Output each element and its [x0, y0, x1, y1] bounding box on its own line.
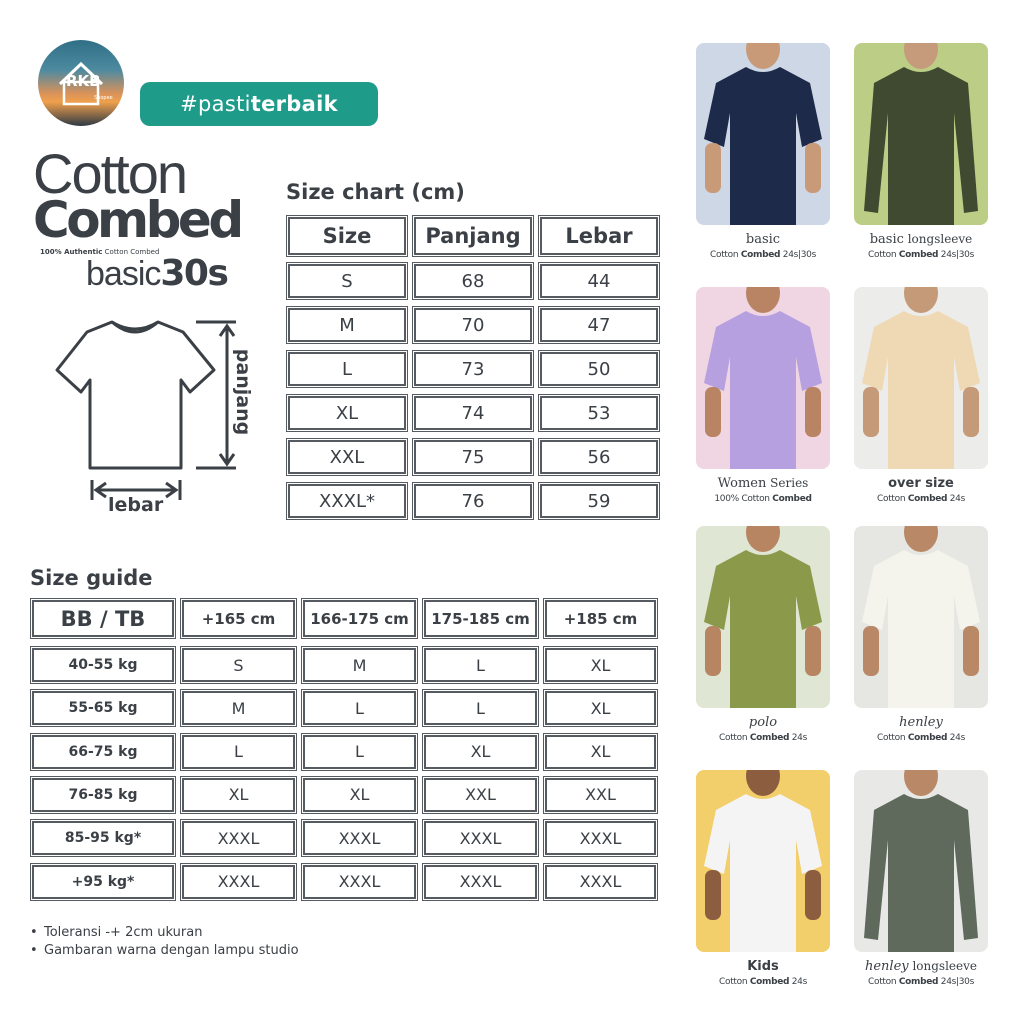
brand-variant-bold: 30s	[160, 253, 228, 294]
size-guide-cell: XXXL	[303, 821, 416, 855]
size-guide-cell: XL	[545, 691, 656, 725]
tshirt-model-icon	[854, 526, 988, 708]
product-name: basic	[745, 232, 781, 247]
size-guide-row-label: +95 kg*	[32, 865, 174, 899]
size-guide-cell: L	[303, 691, 416, 725]
product-photo	[696, 526, 830, 708]
size-chart-header: Panjang	[414, 217, 532, 255]
size-chart-cell: 76	[414, 484, 532, 518]
size-chart-cell: XXL	[288, 440, 406, 474]
size-guide-cell: L	[303, 735, 416, 769]
brand-variant	[86, 252, 227, 296]
logo-subtext: Shopee	[94, 95, 113, 101]
product-name: over size	[888, 476, 954, 491]
product-photo	[696, 770, 830, 952]
size-chart-cell: 75	[414, 440, 532, 474]
product-subtitle: Cotton Combed 24s|30s	[868, 977, 974, 987]
size-guide-header: +185 cm	[545, 600, 656, 637]
product-name: Women Series	[717, 476, 809, 491]
product-subtitle: Cotton Combed 24s	[719, 733, 807, 743]
height-label: panjang	[232, 348, 254, 436]
size-guide-cell: XL	[545, 648, 656, 682]
product-name: Kids	[747, 959, 779, 974]
size-chart-cell: XL	[288, 396, 406, 430]
product-subtitle: Cotton Combed 24s|30s	[868, 250, 974, 260]
size-chart-cell: S	[288, 264, 406, 298]
size-guide-cell: L	[424, 648, 537, 682]
tshirt-model-icon	[696, 526, 830, 708]
tshirt-model-icon	[854, 770, 988, 952]
size-guide-row-label: 85-95 kg*	[32, 821, 174, 855]
product-photo	[854, 287, 988, 469]
product-subtitle: Cotton Combed 24s	[877, 733, 965, 743]
size-guide-header: +165 cm	[182, 600, 295, 637]
size-chart-header: Size	[288, 217, 406, 255]
product-subtitle: 100% Cotton Combed	[714, 494, 812, 504]
logo-text: RKB	[66, 72, 101, 90]
brand-logo	[38, 40, 124, 126]
size-guide-cell: L	[182, 735, 295, 769]
size-chart-cell: 68	[414, 264, 532, 298]
size-chart-cell: 44	[540, 264, 658, 298]
hashtag-prefix: #pasti	[180, 92, 251, 116]
product-subtitle: Cotton Combed 24s|30s	[710, 250, 816, 260]
product-photo	[696, 287, 830, 469]
size-guide-cell: XXXL	[303, 865, 416, 899]
hashtag-badge	[140, 82, 378, 126]
size-guide-cell: XXXL	[545, 821, 656, 855]
tshirt-model-icon	[696, 43, 830, 225]
size-chart-cell: 53	[540, 396, 658, 430]
product-name: henley	[899, 715, 943, 730]
size-guide-cell: XXL	[545, 778, 656, 812]
size-guide-cell: XL	[182, 778, 295, 812]
product-name: henley longsleeve	[864, 959, 977, 974]
product-name: basic longsleeve	[869, 232, 973, 247]
size-guide-cell: XL	[424, 735, 537, 769]
note-item: • Gambaran warna dengan lampu studio	[30, 942, 299, 960]
size-guide-row-label: 76-85 kg	[32, 778, 174, 812]
brand-title-line1: Cotton	[33, 142, 186, 205]
tshirt-diagram-icon	[52, 312, 242, 502]
size-chart-cell: M	[288, 308, 406, 342]
size-guide-header: BB / TB	[32, 600, 174, 637]
size-guide-header: 175-185 cm	[424, 600, 537, 637]
size-chart-cell: 47	[540, 308, 658, 342]
size-chart-cell: L	[288, 352, 406, 386]
size-guide-cell: XL	[545, 735, 656, 769]
notes-list	[30, 924, 299, 960]
size-chart-cell: 70	[414, 308, 532, 342]
tshirt-model-icon	[696, 287, 830, 469]
size-chart-cell: 59	[540, 484, 658, 518]
size-chart-cell: XXXL*	[288, 484, 406, 518]
hashtag-bold: terbaik	[250, 92, 338, 116]
size-guide-cell: M	[182, 691, 295, 725]
size-guide-cell: M	[303, 648, 416, 682]
product-photo	[696, 43, 830, 225]
product-photo	[854, 526, 988, 708]
size-chart-header: Lebar	[540, 217, 658, 255]
size-chart-cell: 50	[540, 352, 658, 386]
brand-title-line2: Combed	[33, 191, 241, 249]
size-guide-cell: L	[424, 691, 537, 725]
product-photo	[854, 43, 988, 225]
size-guide-cell: XXXL	[182, 865, 295, 899]
size-guide-header: 166-175 cm	[303, 600, 416, 637]
size-chart-title: Size chart (cm)	[286, 180, 465, 204]
size-guide-cell: XXXL	[545, 865, 656, 899]
size-guide-row-label: 66-75 kg	[32, 735, 174, 769]
size-guide-row-label: 40-55 kg	[32, 648, 174, 682]
size-guide-cell: XXXL	[424, 865, 537, 899]
product-subtitle: Cotton Combed 24s	[719, 977, 807, 987]
size-chart-cell: 56	[540, 440, 658, 474]
tshirt-model-icon	[854, 287, 988, 469]
product-name: polo	[748, 715, 778, 730]
size-guide-title: Size guide	[30, 566, 153, 590]
width-label: lebar	[108, 494, 164, 516]
size-guide-cell: XXXL	[182, 821, 295, 855]
size-guide-cell: XL	[303, 778, 416, 812]
tshirt-model-icon	[854, 43, 988, 225]
note-item: • Toleransi -+ 2cm ukuran	[30, 924, 299, 942]
size-guide-cell: S	[182, 648, 295, 682]
product-subtitle: Cotton Combed 24s	[877, 494, 965, 504]
brand-variant-name: basic	[86, 255, 161, 293]
size-chart-cell: 73	[414, 352, 532, 386]
size-chart-cell: 74	[414, 396, 532, 430]
product-photo	[854, 770, 988, 952]
brand-tagline-bold: 100% Authentic	[40, 248, 103, 256]
tshirt-model-icon	[696, 770, 830, 952]
size-guide-row-label: 55-65 kg	[32, 691, 174, 725]
brand-tagline-rest: Cotton Combed	[102, 248, 160, 256]
size-guide-cell: XXL	[424, 778, 537, 812]
size-guide-cell: XXXL	[424, 821, 537, 855]
